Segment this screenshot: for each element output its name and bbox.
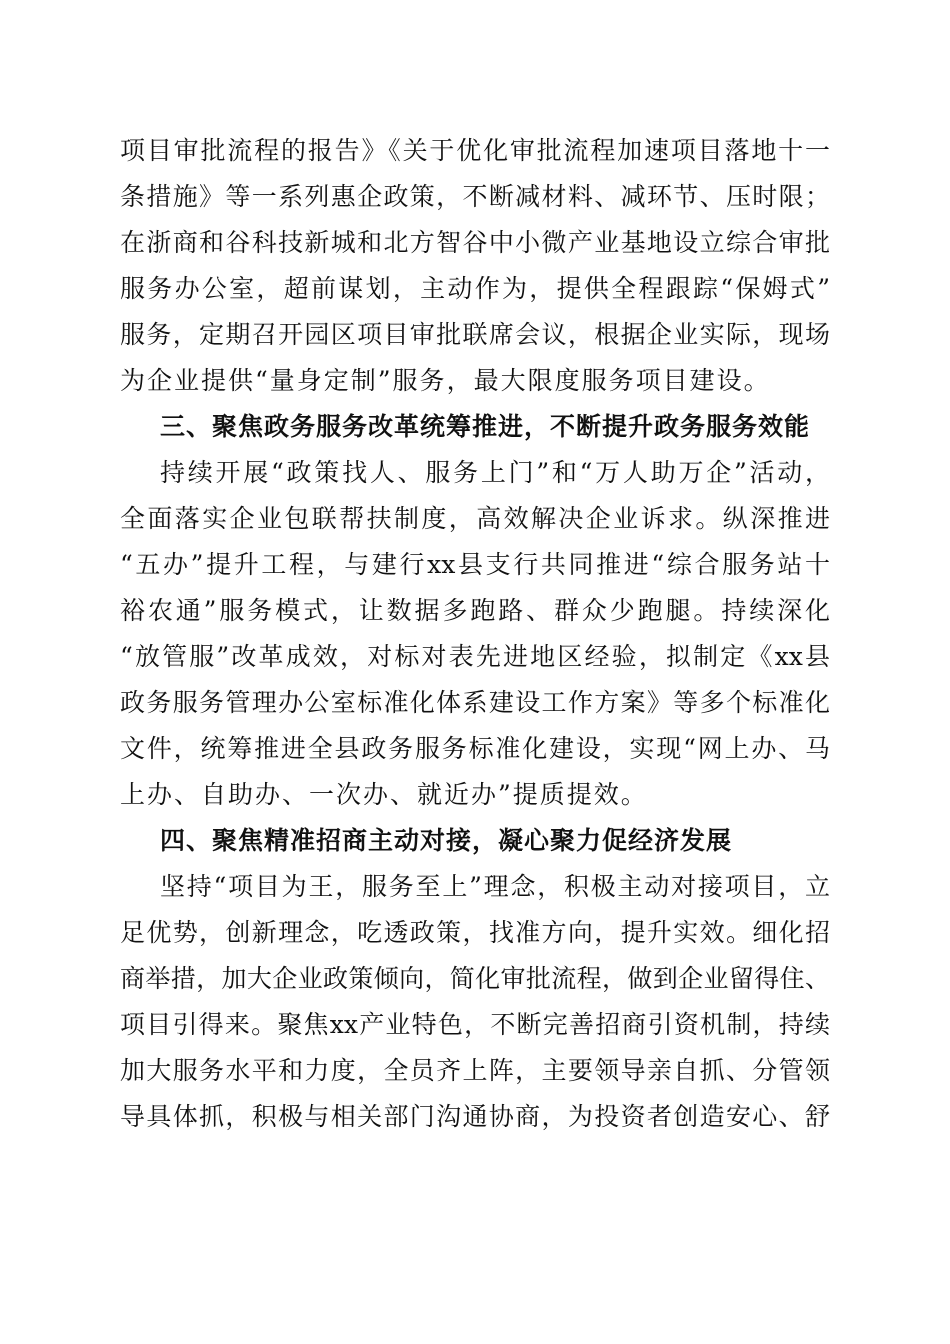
paragraph-line: “五办”提升工程，与建行xx县支行共同推进“综合服务站十 xyxy=(120,550,830,579)
paragraph-line: 上办、自助办、一次办、就近办”提质提效。 xyxy=(120,780,648,809)
section-heading-four: 四、聚焦精准招商主动对接，凝心聚力促经济发展 xyxy=(160,826,733,855)
paragraph-line: 加大服务水平和力度，全员齐上阵，主要领导亲自抓、分管领 xyxy=(120,1056,830,1085)
paragraph-line: 在浙商和谷科技新城和北方智谷中小微产业基地设立综合审批 xyxy=(120,228,830,257)
paragraph-line: 坚持“项目为王，服务至上”理念，积极主动对接项目，立 xyxy=(160,872,830,901)
paragraph-line: 文件，统筹推进全县政务服务标准化建设，实现“网上办、马 xyxy=(120,734,830,763)
paragraph-line: 持续开展“政策找人、服务上门”和“万人助万企”活动， xyxy=(160,458,831,487)
paragraph-project-approval xyxy=(120,128,830,404)
paragraph-line: 条措施》等一系列惠企政策，不断减材料、减环节、压时限； xyxy=(120,182,830,211)
paragraph-line: 项目审批流程的报告》《关于优化审批流程加速项目落地十一 xyxy=(120,136,830,165)
document-body xyxy=(120,128,830,1140)
paragraph-line: 商举措，加大企业政策倾向，简化审批流程，做到企业留得住、 xyxy=(120,964,830,993)
section-heading-three: 三、聚焦政务服务改革统筹推进，不断提升政务服务效能 xyxy=(160,412,811,441)
paragraph-government-services xyxy=(120,450,830,818)
paragraph-line: 为企业提供“量身定制”服务，最大限度服务项目建设。 xyxy=(120,366,771,395)
paragraph-line: 服务办公室，超前谋划，主动作为，提供全程跟踪“保姆式” xyxy=(120,274,830,303)
paragraph-line: 导具体抓，积极与相关部门沟通协商，为投资者创造安心、舒 xyxy=(120,1102,830,1131)
paragraph-line: 项目引得来。聚焦xx产业特色，不断完善招商引资机制，持续 xyxy=(120,1010,830,1039)
paragraph-line: 足优势，创新理念，吃透政策，找准方向，提升实效。细化招 xyxy=(120,918,830,947)
paragraph-line: 服务，定期召开园区项目审批联席会议，根据企业实际，现场 xyxy=(120,320,830,349)
paragraph-investment-attraction xyxy=(120,864,830,1140)
paragraph-line: 全面落实企业包联帮扶制度，高效解决企业诉求。纵深推进 xyxy=(120,504,830,533)
paragraph-line: 政务服务管理办公室标准化体系建设工作方案》等多个标准化 xyxy=(120,688,830,717)
paragraph-line: “放管服”改革成效，对标对表先进地区经验，拟制定《xx县 xyxy=(120,642,830,671)
paragraph-line: 裕农通”服务模式，让数据多跑路、群众少跑腿。持续深化 xyxy=(120,596,830,625)
